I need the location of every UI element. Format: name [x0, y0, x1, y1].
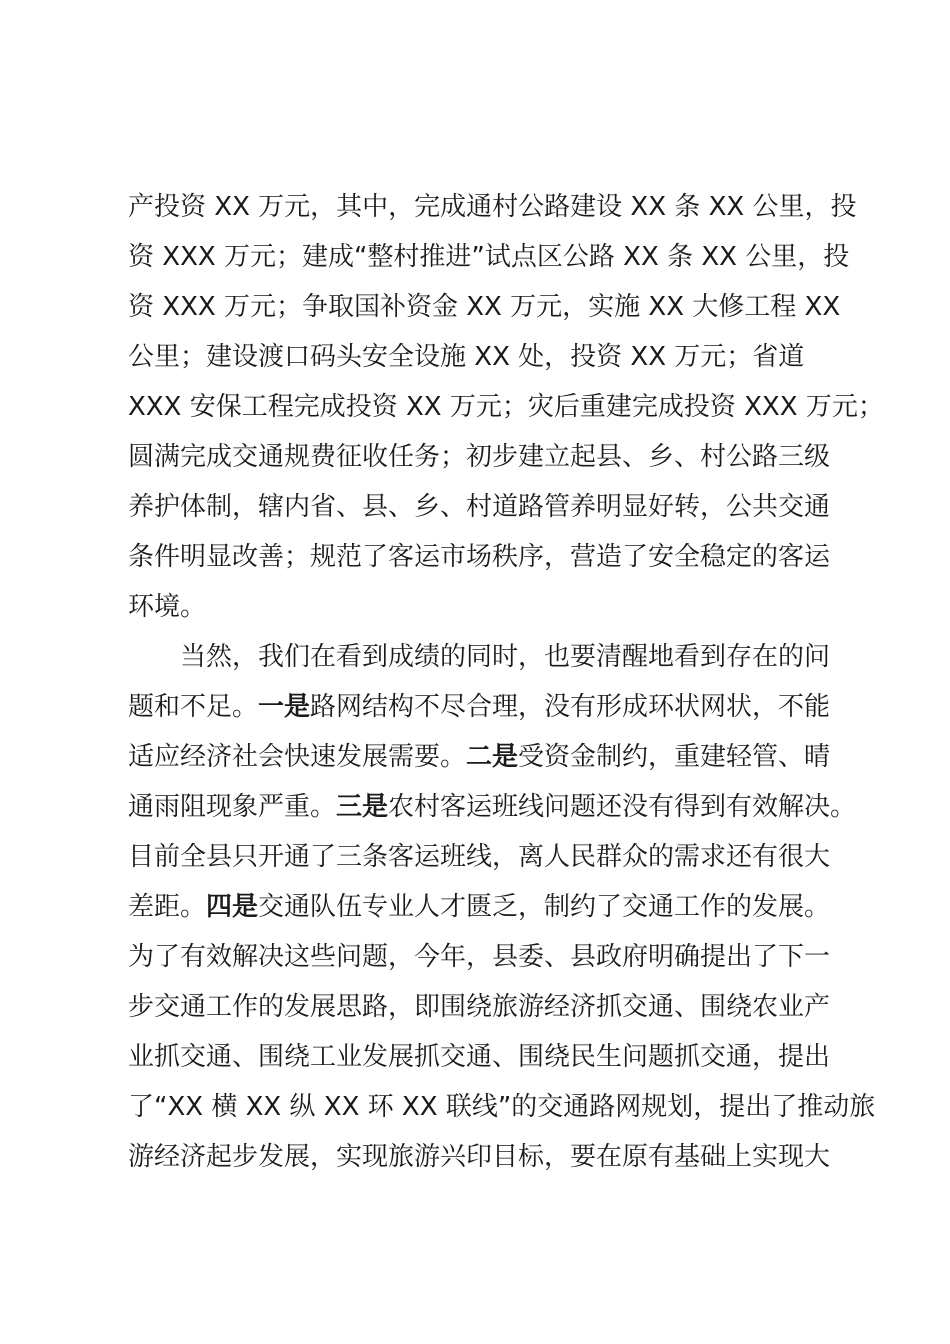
text-segment: 受资金制约，重建轻管、晴: [518, 742, 831, 772]
text-line: 了“XX 横 XX 纵 XX 环 XX 联线”的交通路网规划，提出了推动旅: [128, 1092, 876, 1122]
text-segment: 差距。: [128, 892, 207, 922]
text-line: 为了有效解决这些问题，今年，县委、县政府明确提出了下一: [128, 942, 831, 972]
text-line: 游经济起步发展，实现旅游兴印目标，要在原有基础上实现大: [128, 1142, 831, 1172]
paragraph-achievements: [128, 182, 884, 632]
text-line: [128, 732, 848, 782]
text-line: 资 XXX 万元；争取国补资金 XX 万元，实施 XX 大修工程 XX: [128, 292, 841, 322]
text-segment: 路网结构不尽合理，没有形成环状网状，不能: [310, 692, 831, 722]
text-line: 当然，我们在看到成绩的同时，也要清醒地看到存在的问: [180, 642, 831, 672]
document-body: [128, 182, 884, 1182]
text-line: 环境。: [128, 592, 207, 622]
paragraph-problems: [128, 632, 876, 1182]
point-label-1: 一是: [258, 692, 311, 722]
text-line: XXX 安保工程完成投资 XX 万元；灾后重建完成投资 XXX 万元；: [128, 392, 884, 422]
text-segment: 交通队伍专业人才匮乏，制约了交通工作的发展。: [258, 892, 831, 922]
text-segment: 适应经济社会快速发展需要。: [128, 742, 467, 772]
text-segment: 题和不足。: [128, 692, 259, 722]
text-line: 公里；建设渡口码头安全设施 XX 处，投资 XX 万元；省道: [128, 342, 805, 372]
text-segment: 通雨阻现象严重。: [128, 792, 337, 822]
point-label-4: 四是: [206, 892, 259, 922]
text-line: 步交通工作的发展思路，即围绕旅游经济抓交通、围绕农业产: [128, 992, 831, 1022]
text-line: 养护体制，辖内省、县、乡、村道路管养明显好转，公共交通: [128, 492, 831, 522]
text-line: [128, 682, 848, 732]
text-line: 业抓交通、围绕工业发展抓交通、围绕民生问题抓交通，提出: [128, 1042, 831, 1072]
text-segment: 农村客运班线问题还没有得到有效解决。: [388, 792, 857, 822]
text-line: 资 XXX 万元；建成“整村推进”试点区公路 XX 条 XX 公里，投: [128, 242, 850, 272]
text-line: [128, 882, 848, 932]
text-line: 条件明显改善；规范了客运市场秩序，营造了安全稳定的客运: [128, 542, 831, 572]
text-line: 产投资 XX 万元，其中，完成通村公路建设 XX 条 XX 公里，投: [128, 192, 857, 222]
text-line: 圆满完成交通规费征收任务；初步建立起县、乡、村公路三级: [128, 442, 831, 472]
text-line: [128, 782, 857, 832]
point-label-2: 二是: [466, 742, 519, 772]
point-label-3: 三是: [336, 792, 389, 822]
text-line: 目前全县只开通了三条客运班线，离人民群众的需求还有很大: [128, 842, 831, 872]
